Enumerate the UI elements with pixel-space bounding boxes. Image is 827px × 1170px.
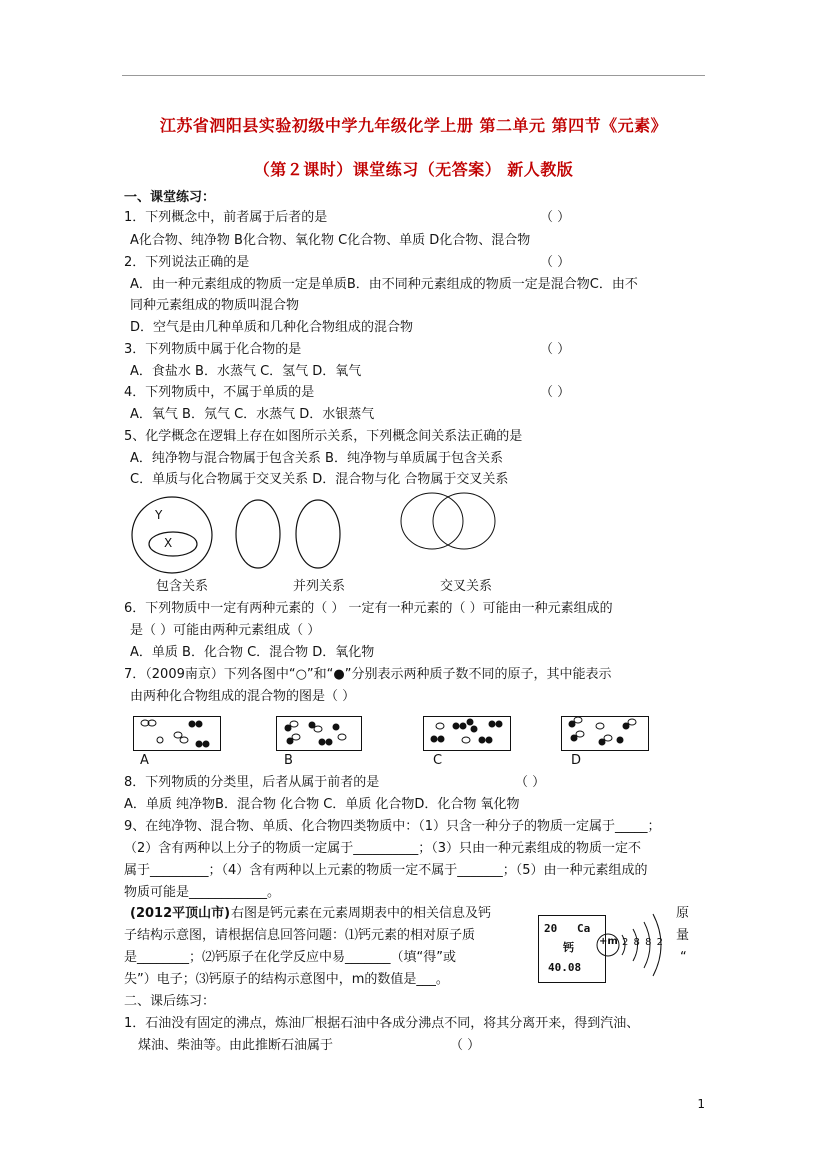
venn-parallel-right [296,500,340,568]
q7-figure-a [133,716,221,751]
q9-line2: （2）含有两种以上分子的物质一定属于__________；（3）只由一种元素组成的物质一定不 [124,841,642,856]
electron-shells: 2 8 8 2 [622,937,664,948]
atomic-number: 20 [544,922,558,935]
q8-options: A．单质 纯净物B．混合物 化合物 C．单质 化合物D．化合物 氧化物 [124,797,520,812]
header-rule [122,75,705,76]
q5-options-cd: C．单质与化合物属于交叉关系 D．混合物与化 合物属于交叉关系 [130,472,509,487]
q7-label-a: A [140,753,149,768]
element-name: 钙 [563,941,574,954]
venn-caption-include: 包含关系 [156,579,209,594]
q2-option-abc: A．由一种元素组成的物质一定是单质B．由不同种元素组成的物质一定是混合物C．由不 [130,277,638,292]
doc-title-line2: （第２课时）课堂练习（无答案） 新人教版 [253,160,574,179]
q7-figure-c [423,716,511,751]
q9-line4: 物质可能是____________。 [124,885,281,900]
q10-line2: 子结构示意图，请根据信息回答问题：⑴钙元素的相对原子质 [124,928,476,943]
venn-inner-circle-x [149,532,197,556]
q1-stem: 1．下列概念中，前者属于后者的是 [124,210,328,225]
q4-answer-paren: （ ） [540,385,571,400]
q6-stem-cont: 是（ ）可能由两种元素组成（ ） [130,623,321,638]
q5-options-ab: A．纯净物与混合物属于包含关系 B．纯净物与单质属于包含关系 [130,451,503,466]
q7-label-c: C [433,753,443,768]
q7-label-d: D [571,753,582,768]
venn-parallel-left [236,500,280,568]
element-symbol: Ca [577,922,591,935]
q7-stem-cont: 由两种化合物组成的混合物的图是（ ） [130,689,356,704]
section-heading-1: 一、课堂练习： [124,190,216,205]
q8-answer-paren: （ ） [515,775,546,790]
q10-line3: 是________；⑵钙原子在化学反应中易_______（填“得”或 [124,950,456,965]
q7-figure-b [276,716,362,751]
venn-intersect-left [401,493,463,549]
q10-side-2: 量 [676,928,690,943]
q2-stem: 2．下列说法正确的是 [124,255,250,270]
q4-stem: 4．下列物质中，不属于单质的是 [124,385,315,400]
q5-stem: 5、化学概念在逻辑上存在如图所示关系，下列概念间关系法正确的是 [124,429,523,444]
venn-label-x: X [164,536,173,550]
q3-options: A．食盐水 B．水蒸气 C．氢气 D．氧气 [130,364,362,379]
q10-source: (2012平顶山市) [130,906,231,921]
q7-stem: 7．（2009南京）下列各图中“○”和“●”分别表示两种质子数不同的原子，其中能表示 [124,667,612,682]
q1-answer-paren: （ ） [540,210,571,225]
p1-answer-paren: （ ） [450,1038,481,1053]
doc-title-line1: 江苏省泗阳县实验初级中学九年级化学上册 第二单元 第四节《元素》 [159,116,668,135]
q6-stem: 6．下列物质中一定有两种元素的（ ） 一定有一种元素的（ ）可能由一种元素组成的 [124,601,613,616]
q10-line1: 右图是钙元素在元素周期表中的相关信息及钙 [231,906,492,921]
q10-side-3: “ [680,950,687,965]
q3-stem: 3．下列物质中属于化合物的是 [124,342,302,357]
atomic-mass: 40.08 [548,961,582,974]
q2-option-c-cont: 同种元素组成的物质叫混合物 [130,298,300,313]
q9-line1: 9、在纯净物、混合物、单质、化合物四类物质中：（1）只含一种分子的物质一定属于_____； [124,819,661,834]
q4-options: A．氧气 B．氖气 C．水蒸气 D．水银蒸气 [130,407,375,422]
section-heading-2: 二、课后练习： [124,994,216,1009]
q2-answer-paren: （ ） [540,255,571,270]
page-number: 1 [697,1097,705,1111]
q2-option-d: D．空气是由几种单质和几种化合物组成的混合物 [130,320,414,335]
q7-label-b: B [284,753,293,768]
q1-options: A化合物、纯净物 B化合物、氧化物 C化合物、单质 D化合物、混合物 [130,233,531,248]
p1-stem: 1．石油没有固定的沸点，炼油厂根据石油中各成分沸点不同，将其分离开来，得到汽油、 [124,1016,640,1031]
q7-figure-d [561,716,649,751]
q3-answer-paren: （ ） [540,342,571,357]
venn-label-y: Y [155,508,163,522]
nucleus-charge: +m [599,936,618,947]
q10-side-1: 原 [676,906,690,921]
q6-options: A．单质 B．化合物 C．混合物 D．氧化物 [130,645,375,660]
venn-caption-parallel: 并列关系 [293,579,346,594]
q9-line3: 属于_________；（4）含有两种以上元素的物质一定不属于_______；（5）由一种元素组成的 [124,863,648,878]
q8-stem: 8．下列物质的分类里，后者从属于前者的是 [124,775,380,790]
q10-line4: 失”）电子；⑶钙原子的结构示意图中，m的数值是___。 [124,972,449,987]
p1-stem-cont: 煤油、柴油等。由此推断石油属于 [138,1038,334,1053]
venn-caption-cross: 交叉关系 [440,579,493,594]
venn-intersect-right [433,493,495,549]
